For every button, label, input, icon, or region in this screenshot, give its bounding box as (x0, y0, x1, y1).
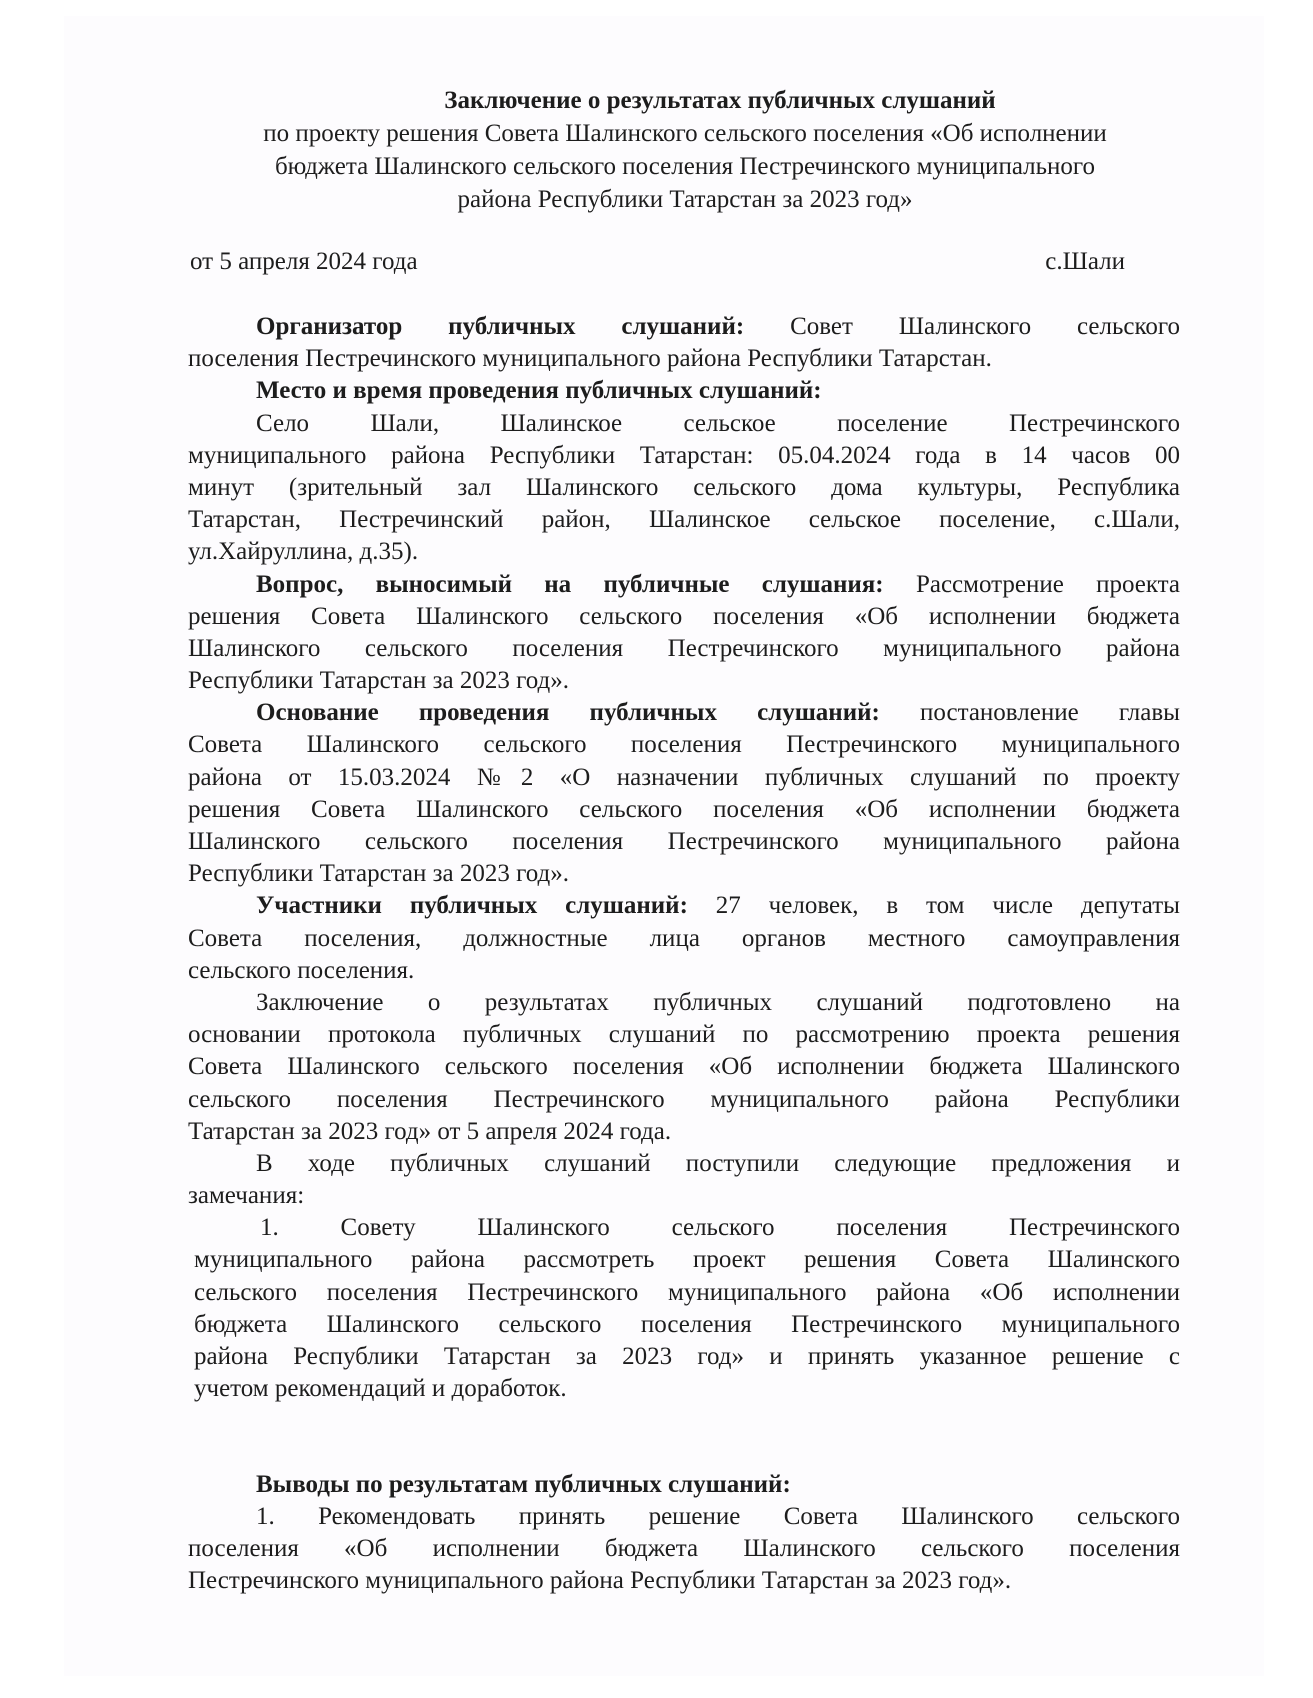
basis-line: Совета Шалинского сельского поселения Пестречинского муниципального (188, 731, 1180, 759)
conclusion-basis-line: основании протокола публичных слушаний по рассмотрению проекта решения (188, 1021, 1180, 1049)
conclusion-basis-line: Татарстан за 2023 год» от 5 апреля 2024 года. (188, 1117, 672, 1145)
organizer-text: Совет Шалинского сельского (790, 313, 1180, 340)
basis-text: постановление главы (919, 699, 1180, 727)
basis-line: Шалинского сельского поселения Пестречинского муниципального района (188, 828, 1180, 855)
participants-paragraph (188, 890, 1180, 987)
document-title: Заключение о результатах публичных слушаний (444, 87, 996, 114)
proposal-item-line: 1. Совету Шалинского сельского поселения Пестречинского (260, 1214, 1180, 1242)
organizer-label: Организатор публичных слушаний: (256, 313, 745, 340)
spacer (188, 1438, 1180, 1469)
proposal-item-1 (188, 1212, 1180, 1405)
basis-line: района от 15.03.2024 №2 «О назначении публичных слушаний по проекту (188, 763, 1180, 791)
subtitle-line: бюджета Шалинского сельского поселения Пестречинского муниципального (274, 153, 1096, 180)
subtitle-line: по проекту решения Совета Шалинского сельского поселения «Об исполнении (263, 120, 1107, 147)
participants-text: 27 человек, в том числе депутаты (715, 892, 1180, 920)
document-date: от 5 апреля 2024 года (190, 248, 418, 275)
text-line (188, 569, 1180, 601)
conclusions-line: поселения «Об исполнении бюджета Шалинского сельского поселения (188, 1534, 1180, 1562)
question-text: Рассмотрение проекта (915, 570, 1180, 598)
document-header (200, 84, 1170, 216)
proposals-line: замечания: (188, 1182, 305, 1210)
venue-line: минут (зрительный зал Шалинского сельского дома культуры, Республика (188, 473, 1180, 501)
proposals-line: В ходе публичных слушаний поступили следующие предложения и (256, 1149, 1180, 1177)
conclusions-label: Выводы по результатам публичных слушаний: (256, 1470, 791, 1498)
proposals-paragraph (188, 1148, 1180, 1212)
organizer-text: поселения Пестречинского муниципального района Республики Татарстан. (188, 345, 992, 373)
text-line (188, 311, 1180, 343)
venue-line: муниципального района Республики Татарстан: 05.04.2024 года в 14 часов 00 (188, 441, 1180, 469)
conclusion-basis-line: сельского поселения Пестречинского муниципального района Республики (188, 1085, 1180, 1113)
text-line (188, 697, 1180, 729)
participants-line: Совета поселения, должностные лица органов местного самоуправления (188, 924, 1180, 952)
participants-label: Участники публичных слушаний: (256, 892, 688, 920)
venue-paragraph (188, 375, 1180, 568)
basis-label: Основание проведения публичных слушаний: (256, 699, 880, 727)
document-body (188, 311, 1180, 1597)
text-line (188, 890, 1180, 922)
venue-line: ул.Хайруллина, д.35). (188, 538, 419, 566)
proposal-item-line: бюджета Шалинского сельского поселения Пестречинского муниципального (194, 1310, 1180, 1338)
proposal-item-line: учетом рекомендаций и доработок. (194, 1375, 567, 1403)
date-place-line (190, 246, 1125, 278)
conclusion-basis-line: Совета Шалинского сельского поселения «Об исполнении бюджета Шалинского (188, 1053, 1180, 1081)
spacer (188, 1405, 1180, 1437)
venue-line: Село Шали, Шалинское сельское поселение Пестречинского (256, 409, 1180, 437)
organizer-paragraph (188, 311, 1180, 375)
document-place: с.Шали (1045, 248, 1125, 275)
conclusions-line: 1. Рекомендовать принять решение Совета Шалинского сельского (256, 1502, 1180, 1530)
question-line: Шалинского сельского поселения Пестречинского муниципального района (188, 634, 1180, 662)
proposal-item-line: муниципального района рассмотреть проект решения Совета Шалинского (194, 1246, 1180, 1274)
venue-label: Место и время проведения публичных слушаний: (256, 377, 822, 405)
basis-line: Республики Татарстан за 2023 год». (188, 860, 569, 888)
proposal-item-line: сельского поселения Пестречинского муниципального района «Об исполнении (194, 1278, 1180, 1306)
question-line: Республики Татарстан за 2023 год». (188, 667, 569, 695)
question-line: решения Совета Шалинского сельского поселения «Об исполнении бюджета (188, 602, 1180, 630)
basis-paragraph (188, 697, 1180, 890)
subtitle-line: района Республики Татарстан за 2023 год» (457, 186, 913, 213)
participants-line: сельского поселения. (188, 956, 415, 984)
basis-line: решения Совета Шалинского сельского поселения «Об исполнении бюджета (188, 795, 1180, 823)
question-paragraph (188, 569, 1180, 698)
question-label: Вопрос, выносимый на публичные слушания: (256, 570, 884, 598)
venue-line: Татарстан, Пестречинский район, Шалинское сельское поселение, с.Шали, (188, 506, 1180, 534)
conclusions-line: Пестречинского муниципального района Республики Татарстан за 2023 год». (188, 1567, 1012, 1595)
conclusion-basis-line: Заключение о результатах публичных слушаний подготовлено на (256, 988, 1180, 1016)
conclusions-section (188, 1469, 1180, 1598)
conclusion-basis-paragraph (188, 987, 1180, 1148)
proposal-item-line: района Республики Татарстан за 2023 год» и принять указанное решение с (194, 1343, 1180, 1370)
